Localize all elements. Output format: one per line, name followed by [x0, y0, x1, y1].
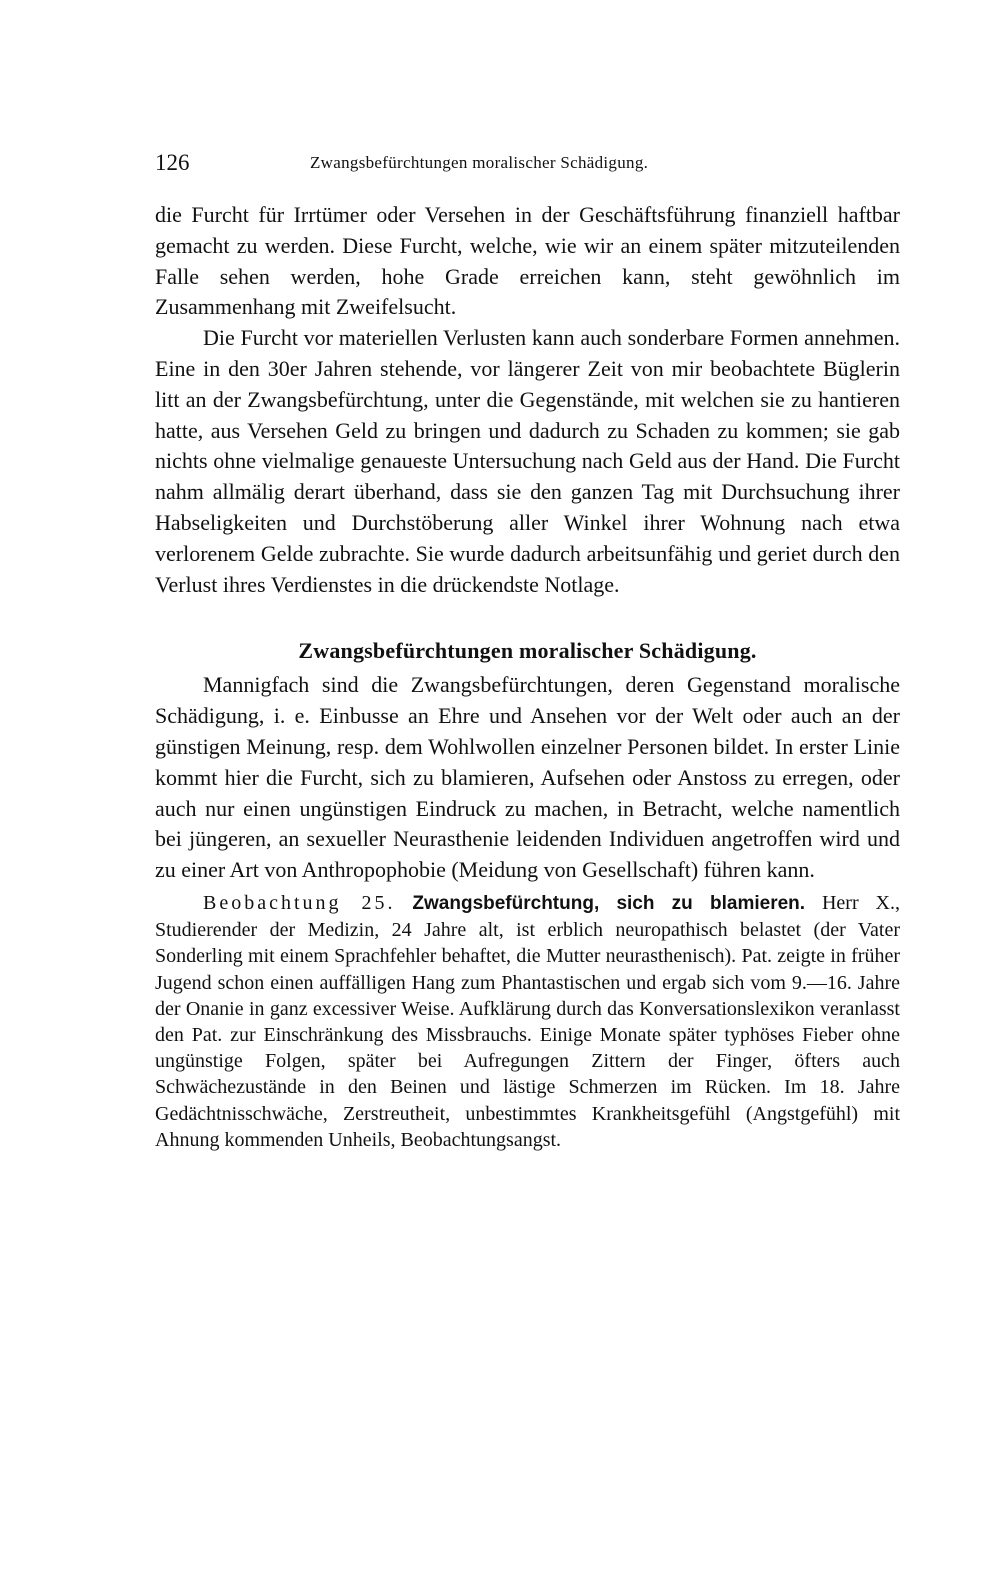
- page-header: [155, 150, 900, 180]
- case-text: Herr X., Studierender der Medizin, 24 Jahre alt, ist erblich neuropathisch belastet (der Vater Sonderling mit einem Sprachfehler behaftet, die Mutter neurasthenisch). Pat. zeigte in früher Jugend schon einen auffälligen Hang zum Phantastischen und ergab sich vom 9.—16. Jahre der Onanie in ganz excessiver Weise. Aufklärung durch das Konversationslexikon veranlasst den Pat. zur Einschränkung des Missbrauchs. Einige Monate später typhöses Fieber ohne ungünstige Folgen, später bei Aufregungen Zittern der Finger, öfters auch Schwächezustände in den Beinen und lästige Schmerzen im Rücken. Im 18. Jahre Gedächtnisschwäche, Zerstreutheit, unbestimmtes Krankheitsgefühl (Angstgefühl) mit Ahnung kommenden Unheils, Beobachtungsangst.: [155, 891, 901, 1151]
- paragraph-continued: die Furcht für Irrtümer oder Versehen in der Geschäftsführung finanziell haftbar gemacht zu werden. Diese Furcht, welche, wie wir an einem später mitzuteilenden Falle sehen werden, hohe Grade erreichen kann, steht gewöhnlich im Zusammenhang mit Zweifelsucht.: [155, 202, 900, 320]
- page-number: 126: [155, 150, 190, 175]
- paragraph-moral-damage: Mannigfach sind die Zwangsbefürchtungen, deren Gegenstand moralische Schädigung, i. e. Einbusse an Ehre und Ansehen vor der Welt oder auch an der günstigen Meinung, resp. dem Wohlwollen einzelner Personen bildet. In erster Linie kommt hier die Furcht, sich zu blamieren, Aufsehen oder Anstoss zu erregen, oder auch nur einen ungünstigen Eindruck zu machen, in Betracht, welche namentlich bei jüngeren, an sexueller Neurasthenie leidenden Individuen angetroffen wird und zu einer Art von Anthropophobie (Meidung von Gesellschaft) führen kann.: [155, 672, 900, 883]
- case-title: Zwangsbefürchtung, sich zu blamieren.: [412, 892, 806, 914]
- book-page: [155, 150, 900, 1153]
- case-label: Beobachtung 25.: [203, 891, 396, 914]
- paragraph-material-losses: Die Furcht vor materiellen Verlusten kann auch sonderbare Formen annehmen. Eine in den 30er Jahren stehende, vor längerer Zeit von mir beobachtete Büglerin litt an der Zwangsbefürchtung, unter die Gegenstände, mit welchen sie zu hantieren hatte, aus Versehen Geld zu bringen und dadurch zu Schaden zu kommen; sie gab nichts ohne vielmalige genaueste Untersuchung nach Geld aus der Hand. Die Furcht nahm allmälig derart überhand, dass sie den ganzen Tag mit Durchsuchung ihrer Habseligkeiten und Durchstöberung aller Winkel ihrer Wohnung nach etwa verlorenem Gelde zubrachte. Sie wurde dadurch arbeitsunfähig und geriet durch den Verlust ihres Verdienstes in die drückendste Notlage.: [155, 325, 900, 597]
- running-head: Zwangsbefürchtungen moralischer Schädigung.: [310, 153, 649, 172]
- case-report: [155, 890, 900, 1153]
- section-heading: Zwangsbefürchtungen moralischer Schädigung.: [298, 638, 757, 664]
